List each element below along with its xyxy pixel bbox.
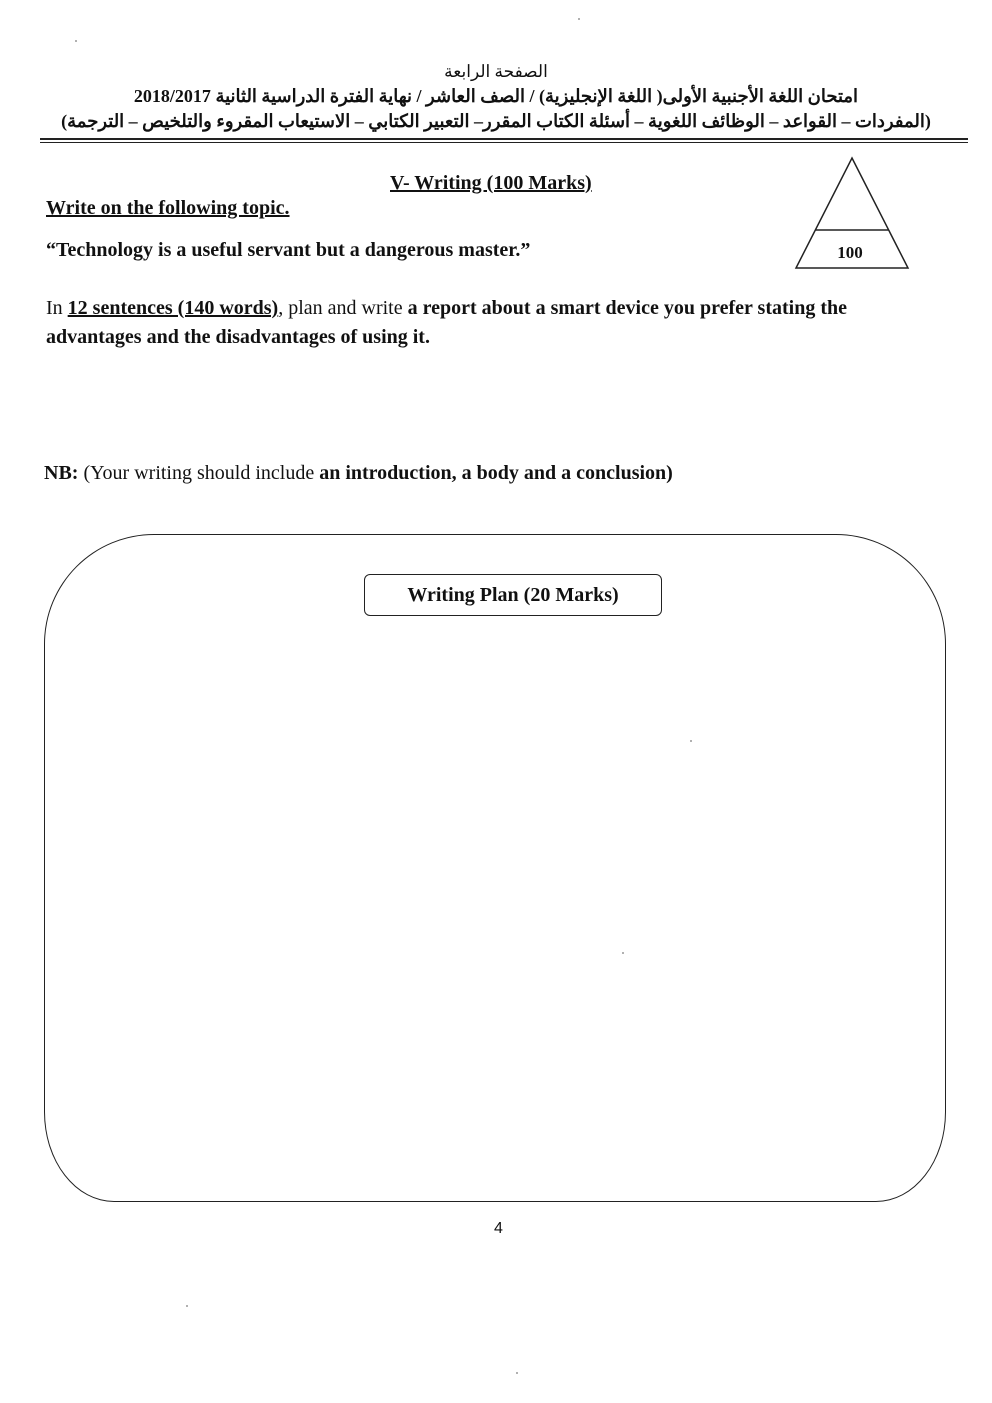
header-rule: [40, 138, 968, 140]
exam-topics: (المفردات – القواعد – الوظائف اللغوية – أسئلة الكتاب المقرر– التعبير الكتابي – الاستيعاب المقروء والتلخيص – الترجمة): [61, 111, 931, 131]
writing-plan-label: Writing Plan (20 Marks): [364, 574, 662, 616]
section-title: V- Writing (100 Marks): [390, 172, 592, 194]
writing-plan-area[interactable]: [44, 534, 946, 1202]
scan-speck: [578, 18, 580, 20]
scan-speck: [186, 1305, 188, 1307]
nb-note: [44, 462, 673, 485]
task-prefix: In: [46, 297, 68, 319]
page-number: 4: [494, 1220, 503, 1237]
scan-speck: [622, 952, 624, 954]
nb-label: NB:: [44, 462, 79, 484]
exam-title: امتحان اللغة الأجنبية الأولى( اللغة الإنجليزية) / الصف العاشر / نهاية الفترة الدراسية الثانية 2018/2017: [133, 86, 859, 106]
topic-quote: “Technology is a useful servant but a dangerous master.”: [46, 239, 531, 261]
nb-bold: an introduction, a body and a conclusion): [319, 462, 673, 484]
task-part1: , plan and write: [278, 297, 408, 319]
scan-speck: [690, 740, 692, 742]
task-requirement: 12 sentences (140 words): [67, 297, 279, 319]
nb-text: (Your writing should include: [78, 462, 320, 484]
header-rule-thin: [40, 142, 968, 143]
task-description: [46, 294, 946, 352]
task-bold: a report about a smart device you prefer stating the advantages and the disadvantages of using it.: [46, 297, 847, 348]
instruction: Write on the following topic.: [46, 197, 290, 219]
page-label: الصفحة الرابعة: [444, 62, 548, 81]
marks-score: 100: [837, 243, 863, 262]
scan-speck: [516, 1372, 518, 1374]
scan-speck: [75, 40, 77, 42]
